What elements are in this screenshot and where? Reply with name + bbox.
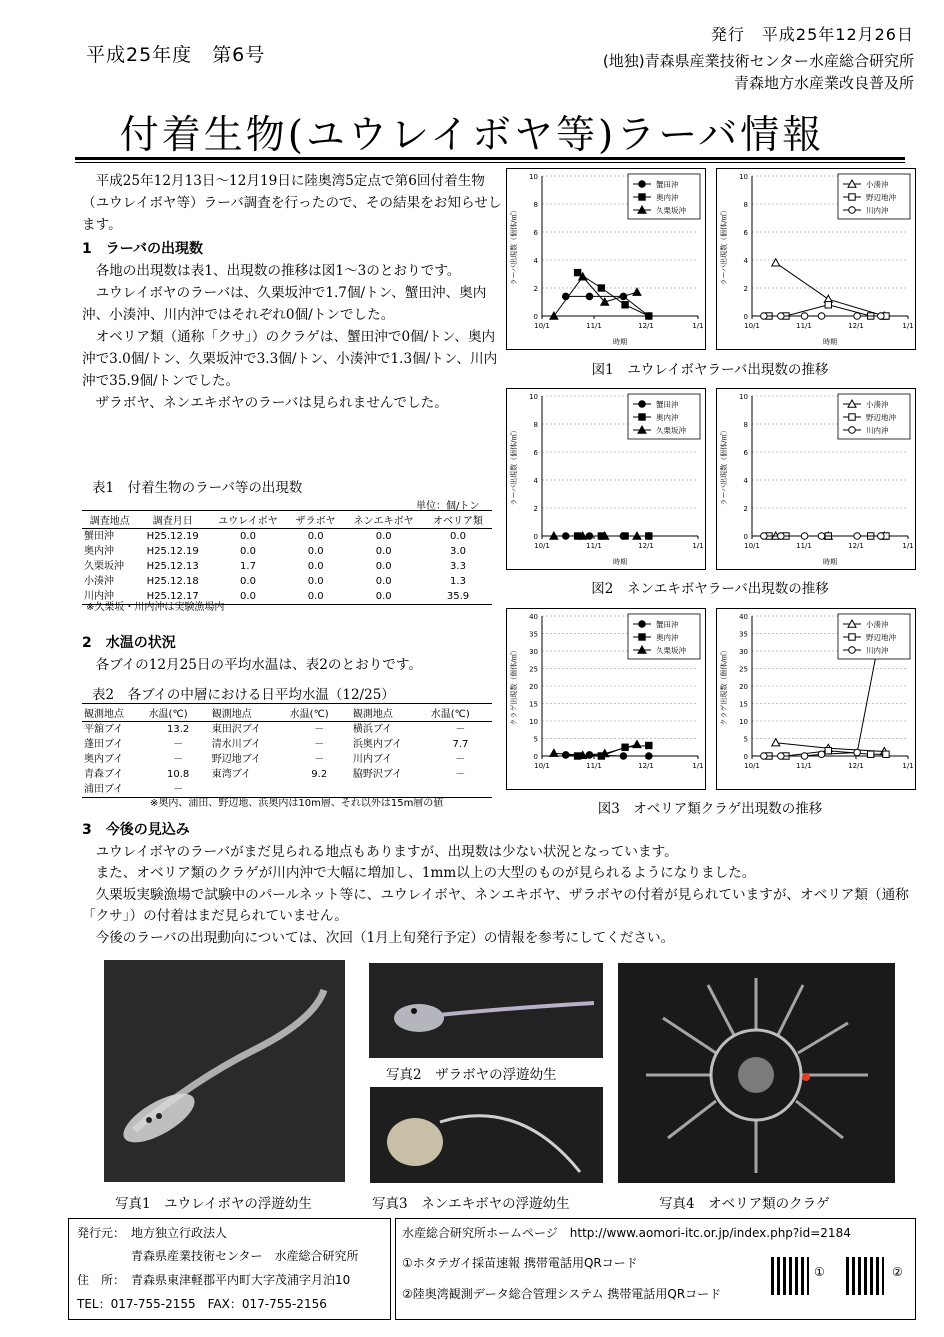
data-point	[778, 533, 785, 540]
y-tick-label: 8	[743, 421, 748, 429]
data-point	[818, 313, 825, 320]
data-point	[646, 313, 652, 319]
table-cell: 9.2	[311, 769, 328, 780]
y-tick-label: 4	[743, 477, 748, 485]
table1-header: ザラボヤ	[288, 511, 343, 529]
table-cell: 川内ブイ	[352, 754, 392, 765]
x-tick-label: 12/1	[848, 322, 864, 330]
section3-p1: ユウレイボヤのラーバがまだ見られる地点もありますが、出現数は少ない状況となっています。	[95, 843, 678, 860]
data-point	[761, 753, 768, 760]
y-tick-label: 2	[533, 285, 538, 293]
homepage-link[interactable]: 水産総合研究所ホームページ http://www.aomori-itc.or.jp/index.php?id=2184	[402, 1226, 851, 1240]
legend-marker	[639, 634, 645, 640]
x-tick-label: 10/1	[534, 542, 550, 550]
table-cell: －	[455, 754, 466, 765]
x-axis-label: 時期	[823, 338, 837, 346]
y-tick-label: 2	[533, 505, 538, 513]
legend-marker	[639, 621, 646, 628]
data-point	[854, 533, 861, 540]
data-point	[574, 269, 580, 275]
qr-code-2[interactable]	[846, 1257, 884, 1295]
x-tick-label: 10/1	[744, 762, 760, 770]
footer-links-box	[395, 1218, 916, 1320]
legend-marker	[849, 194, 855, 200]
table-cell: 35.9	[424, 589, 492, 605]
photo2-caption: 写真2 ザラボヤの浮遊幼生	[386, 1067, 557, 1083]
section2-p1: 各ブイの12月25日の平均水温は、表2のとおりです。	[95, 657, 422, 673]
photo3-caption: 写真3 ネンエキボヤの浮遊幼生	[372, 1196, 570, 1212]
data-point	[562, 752, 569, 759]
table-cell: 奥内ブイ	[84, 754, 124, 765]
table-cell: 0.0	[343, 589, 424, 605]
y-tick-label: 15	[529, 700, 538, 709]
data-point	[801, 533, 808, 540]
legend-marker	[849, 207, 856, 214]
table-cell: H25.12.18	[146, 576, 199, 587]
table-cell: －	[173, 754, 184, 765]
table-cell: 0.0	[307, 576, 324, 587]
data-point	[646, 742, 652, 748]
table-cell: 0.0	[307, 546, 324, 557]
table-cell: 東田沢ブイ	[211, 724, 261, 735]
section1-p4: ザラボヤ、ネンエキボヤのラーバは見られませんでした。	[95, 395, 448, 411]
chart-3	[506, 388, 706, 574]
title-rule-thin	[75, 162, 905, 163]
table-cell: 3.3	[450, 561, 466, 572]
table-cell: 0.0	[208, 589, 288, 605]
ascidian-larva-illustration	[104, 960, 345, 1182]
table-cell: －	[314, 739, 325, 750]
table2-caption: 表2 各ブイの中層における日平均水温（12/25）	[92, 687, 395, 703]
legend-marker	[639, 401, 646, 408]
intro-paragraph: 平成25年12月13日～12月19日に陸奥湾5定点で第6回付着生物（ユウレイボヤ等）ラーバ調査を行ったので、その結果をお知らせします。	[82, 173, 502, 233]
table-cell: 0.0	[307, 561, 324, 572]
y-tick-label: 35	[529, 630, 538, 639]
data-point	[818, 533, 825, 540]
data-point	[818, 751, 825, 758]
legend-marker	[639, 194, 645, 200]
table-cell: 浜奥内ブイ	[352, 739, 402, 750]
title-rule	[75, 157, 905, 160]
table-cell: 青森ブイ	[84, 769, 124, 780]
qr1-marker: ①	[814, 1265, 825, 1279]
x-tick-label: 10/1	[534, 762, 550, 770]
y-axis-label: ラーバ出現数（個体/㎥）	[510, 206, 518, 286]
y-tick-label: 4	[743, 257, 748, 265]
y-tick-label: 2	[743, 285, 748, 293]
y-tick-label: 8	[743, 201, 748, 209]
data-point	[854, 749, 861, 756]
table-cell: 0.0	[375, 576, 392, 587]
y-axis-label: ラーバ出現数（個体/㎥）	[720, 426, 728, 506]
x-tick-label: 11/1	[586, 542, 602, 550]
y-tick-label: 35	[739, 630, 748, 639]
y-tick-label: 20	[739, 683, 748, 691]
x-tick-label: 12/1	[848, 762, 864, 770]
section3	[82, 820, 912, 949]
section3-p2: また、オベリア類のクラゲが川内沖で大幅に増加し、1mm以上の大型のものが見られるようになりました。	[95, 865, 756, 881]
data-point	[867, 751, 873, 757]
table2-header: 水温(℃)	[147, 704, 210, 722]
nenekiboya-larva-illustration	[370, 1087, 603, 1183]
table-cell: －	[147, 782, 210, 798]
x-tick-label: 1/1	[692, 322, 704, 330]
table1-header: オベリア類	[424, 511, 492, 529]
table-cell: 小湊沖	[84, 576, 114, 587]
table-cell: 横浜ブイ	[352, 724, 392, 735]
figure1-caption: 図1 ユウレイボヤラーバ出現数の推移	[591, 362, 829, 378]
data-point	[646, 753, 653, 760]
legend-marker	[849, 634, 855, 640]
legend-label: 久栗坂沖	[656, 426, 686, 435]
table1	[82, 510, 492, 605]
intro-section	[82, 170, 507, 414]
y-tick-label: 10	[739, 173, 748, 181]
table-cell: －	[455, 769, 466, 780]
footer-publisher-box	[68, 1218, 391, 1320]
section3-p3: 久栗坂実験漁場で試験中のパールネット等に、ユウレイボヤ、ネンエキボヤ、ザラボヤの付着が見られていますが、オベリア類（通称「クサ」）の付着はまだ見られていません。	[82, 886, 909, 924]
table-cell: 0.0	[240, 576, 256, 587]
table-cell: 10.8	[167, 769, 190, 780]
publisher-line2: 青森県産業技術センター 水産総合研究所	[131, 1249, 359, 1263]
table2	[82, 703, 492, 798]
x-tick-label: 10/1	[744, 322, 760, 330]
legend-label: 奥内沖	[656, 413, 679, 422]
figure3-caption: 図3 オベリア類クラゲ出現数の推移	[597, 801, 823, 817]
y-tick-label: 30	[739, 648, 748, 656]
legend-marker	[849, 427, 856, 434]
y-tick-label: 10	[529, 393, 538, 401]
photo4-caption: 写真4 オベリア類のクラゲ	[659, 1196, 830, 1212]
table-cell: H25.12.19	[146, 531, 199, 542]
data-point	[883, 751, 889, 757]
table1-header: 調査月日	[137, 511, 208, 529]
section1-p2: ユウレイボヤのラーバは、久栗坂沖で1.7個/トン、蟹田沖、奥内沖、小湊沖、川内沖ではそれぞれ0個/トンでした。	[82, 285, 487, 323]
table-row	[82, 529, 492, 545]
data-point	[761, 533, 768, 540]
table2-header: 水温(℃)	[288, 704, 351, 722]
table-cell: 野辺地ブイ	[211, 754, 261, 765]
table-row	[82, 752, 492, 767]
y-tick-label: 6	[533, 229, 538, 237]
x-tick-label: 1/1	[692, 762, 704, 770]
phone-fax: TEL：017-755-2155 FAX：017-755-2156	[77, 1297, 327, 1311]
photo3-image	[370, 1087, 603, 1183]
legend-label: 久栗坂沖	[656, 646, 686, 655]
data-point	[801, 313, 808, 320]
y-tick-label: 6	[533, 449, 538, 457]
legend-label: 野辺地沖	[866, 413, 896, 422]
section2-heading: 2 水温の状況	[82, 635, 176, 651]
photo4-image	[618, 963, 895, 1183]
y-tick-label: 20	[529, 683, 538, 691]
y-tick-label: 6	[743, 449, 748, 457]
issue-number: 平成25年度 第6号	[86, 44, 266, 66]
y-tick-label: 0	[743, 313, 748, 321]
table-cell: 清水川ブイ	[211, 739, 261, 750]
photo2-image	[369, 963, 603, 1058]
data-point	[622, 302, 628, 308]
legend-marker	[849, 647, 856, 654]
table-cell: 0.0	[240, 531, 256, 542]
x-tick-label: 12/1	[638, 542, 654, 550]
page-title: 付着生物(ユウレイボヤ等)ラーバ情報	[119, 113, 825, 158]
data-point	[854, 313, 861, 320]
table1-header: 調査地点	[82, 511, 137, 529]
table1-unit: 単位：個/トン	[416, 501, 480, 512]
y-axis-label: ラーバ出現数（個体/㎥）	[720, 206, 728, 286]
qr1-label: ①ホタテガイ採苗速報 携帯電話用QRコード	[402, 1256, 638, 1270]
data-point	[778, 753, 785, 760]
photo1-image	[104, 960, 345, 1182]
table1-note: ※久栗坂・川内沖は実験漁場内	[86, 602, 225, 613]
table2-header: 観測地点	[351, 704, 429, 722]
table-cell: 平舘ブイ	[84, 724, 124, 735]
table2-header: 観測地点	[82, 704, 147, 722]
data-point	[778, 313, 785, 320]
qr2-label: ②陸奥湾観測データ総合管理システム 携帯電話用QRコード	[402, 1287, 722, 1301]
data-point	[878, 313, 885, 320]
x-tick-label: 1/1	[902, 762, 914, 770]
legend-label: 川内沖	[866, 646, 889, 655]
obelia-medusa-illustration	[618, 963, 895, 1183]
x-tick-label: 11/1	[586, 322, 602, 330]
table-cell: 1.3	[450, 576, 466, 587]
legend-label: 蟹田沖	[656, 400, 679, 409]
y-tick-label: 10	[739, 393, 748, 401]
y-tick-label: 4	[533, 477, 538, 485]
legend-label: 野辺地沖	[866, 193, 896, 202]
data-point	[878, 533, 885, 540]
legend-marker	[639, 414, 645, 420]
x-tick-label: 11/1	[796, 762, 812, 770]
legend-marker	[639, 181, 646, 188]
y-tick-label: 0	[533, 753, 538, 761]
x-axis-label: 時期	[823, 558, 837, 566]
y-tick-label: 8	[533, 421, 538, 429]
address: 青森県東津軽郡平内町大字茂浦字月泊10	[131, 1273, 351, 1287]
chart-1	[506, 168, 706, 354]
section1-p3: オベリア類（通称「クサ」）のクラゲは、蟹田沖で0個/トン、奥内沖で3.0個/トン、久栗坂沖で3.3個/トン、小湊沖で1.3個/トン、川内沖で35.9個/トンでした。	[82, 329, 498, 389]
data-point	[825, 302, 831, 308]
legend-label: 奥内沖	[656, 633, 679, 642]
chart-svg-1	[506, 168, 706, 350]
table-cell: 蟹田沖	[84, 531, 114, 542]
table-cell: 奥内沖	[84, 546, 114, 557]
table-row	[82, 767, 492, 782]
x-tick-label: 12/1	[638, 322, 654, 330]
data-point	[620, 753, 627, 760]
data-point	[586, 293, 593, 300]
section1-p1: 各地の出現数は表1、出現数の推移は図1～3のとおりです。	[95, 263, 461, 279]
section3-p4: 今後のラーバの出現動向については、次回（1月上旬発行予定）の情報を参考にしてください。	[95, 929, 675, 946]
y-axis-label: ラーバ出現数（個体/㎥）	[510, 426, 518, 506]
table1-header-row	[82, 511, 492, 529]
table-cell: 1.7	[240, 561, 256, 572]
table-cell: 0.0	[288, 589, 343, 605]
table-cell: 蓬田ブイ	[84, 739, 124, 750]
x-tick-label: 12/1	[638, 762, 654, 770]
table-cell: 0.0	[450, 531, 466, 542]
legend-label: 野辺地沖	[866, 633, 896, 642]
x-tick-label: 11/1	[796, 542, 812, 550]
chart-svg-6	[716, 608, 916, 790]
table-cell: 0.0	[375, 546, 392, 557]
table-cell: 東湾ブイ	[211, 769, 251, 780]
organization-primary: (地独)青森県産業技術センター水産総合研究所	[602, 52, 914, 70]
table-cell: 0.0	[375, 561, 392, 572]
table-cell: H25.12.17	[137, 589, 208, 605]
y-tick-label: 5	[533, 735, 538, 744]
y-tick-label: 40	[529, 613, 538, 621]
organization-secondary: 青森地方水産業改良普及所	[733, 74, 914, 92]
y-tick-label: 5	[743, 735, 748, 744]
data-point	[801, 753, 808, 760]
section2	[82, 632, 507, 676]
chart-2	[716, 168, 916, 354]
y-tick-label: 10	[529, 173, 538, 181]
legend-label: 蟹田沖	[656, 620, 679, 629]
publisher-label: 発行元：	[77, 1226, 126, 1240]
chart-6	[716, 608, 916, 794]
table-cell: 脇野沢ブイ	[352, 769, 402, 780]
table-cell: H25.12.13	[146, 561, 199, 572]
table-cell: 0.0	[307, 531, 324, 542]
y-tick-label: 0	[533, 533, 538, 541]
table-cell: 13.2	[167, 724, 190, 735]
legend-label: 川内沖	[866, 206, 889, 215]
y-tick-label: 8	[533, 201, 538, 209]
table1-header: ユウレイボヤ	[208, 511, 288, 529]
table-row	[82, 559, 492, 574]
table-cell: －	[314, 754, 325, 765]
x-tick-label: 10/1	[534, 322, 550, 330]
x-axis-label: 時期	[613, 338, 627, 346]
legend-label: 小湊沖	[866, 180, 889, 189]
table-cell: 0.0	[240, 546, 256, 557]
y-tick-label: 10	[529, 718, 538, 726]
y-tick-label: 0	[743, 533, 748, 541]
table-cell: 7.7	[452, 739, 469, 750]
y-tick-label: 40	[739, 613, 748, 621]
table-row	[82, 737, 492, 752]
publish-date: 発行 平成25年12月26日	[710, 25, 914, 44]
legend-label: 蟹田沖	[656, 180, 679, 189]
table-cell: 3.0	[450, 546, 466, 557]
y-tick-label: 4	[533, 257, 538, 265]
y-tick-label: 10	[739, 718, 748, 726]
legend-label: 小湊沖	[866, 400, 889, 409]
table2-header: 水温(℃)	[429, 704, 492, 722]
y-tick-label: 0	[533, 313, 538, 321]
section3-heading: 3 今後の見込み	[82, 822, 190, 838]
x-tick-label: 10/1	[744, 542, 760, 550]
y-tick-label: 0	[743, 753, 748, 761]
table-row	[82, 722, 492, 738]
y-tick-label: 25	[529, 665, 538, 674]
table-cell: －	[314, 724, 325, 735]
address-label: 住 所：	[77, 1273, 126, 1287]
table-cell: －	[455, 724, 466, 735]
x-tick-label: 11/1	[796, 322, 812, 330]
table1-caption: 表1 付着生物のラーバ等の出現数	[92, 480, 303, 496]
data-point	[646, 533, 652, 539]
zaraboya-larva-illustration	[369, 963, 603, 1058]
data-point	[825, 748, 831, 754]
chart-5	[506, 608, 706, 794]
chart-4	[716, 388, 916, 574]
legend-label: 川内沖	[866, 426, 889, 435]
y-tick-label: 30	[529, 648, 538, 656]
y-tick-label: 2	[743, 505, 748, 513]
section1-heading: 1 ラーバの出現数	[82, 241, 204, 257]
data-point	[598, 285, 604, 291]
legend-label: 奥内沖	[656, 193, 679, 202]
x-tick-label: 1/1	[902, 542, 914, 550]
chart-svg-2	[716, 168, 916, 350]
x-tick-label: 12/1	[848, 542, 864, 550]
table-row	[82, 544, 492, 559]
qr2-marker: ②	[892, 1265, 903, 1279]
table2-note: ※奥内、浦田、野辺地、浜奥内は10m層、それ以外は15m層の値	[150, 798, 444, 809]
table2-header-row	[82, 704, 492, 722]
y-axis-label: クラゲ出現数（個体/㎥）	[720, 646, 728, 726]
figure2-caption: 図2 ネンエキボヤラーバ出現数の推移	[591, 581, 829, 597]
table1-header: ネンエキボヤ	[343, 511, 424, 529]
table-cell: 川内沖	[82, 589, 137, 605]
table-row	[82, 574, 492, 589]
y-tick-label: 25	[739, 665, 748, 674]
legend-marker	[849, 414, 855, 420]
table-cell: 浦田ブイ	[82, 782, 147, 798]
table-cell: 久栗坂沖	[84, 561, 124, 572]
table-cell: H25.12.19	[146, 546, 199, 557]
x-tick-label: 1/1	[902, 322, 914, 330]
chart-svg-4	[716, 388, 916, 570]
data-point	[761, 313, 768, 320]
chart-svg-5	[506, 608, 706, 790]
x-tick-label: 11/1	[586, 762, 602, 770]
table-cell: 0.0	[375, 531, 392, 542]
photo1-caption: 写真1 ユウレイボヤの浮遊幼生	[115, 1196, 312, 1212]
y-axis-label: クラゲ出現数（個体/㎥）	[510, 646, 518, 726]
y-tick-label: 6	[743, 229, 748, 237]
legend-label: 小湊沖	[866, 620, 889, 629]
y-tick-label: 15	[739, 700, 748, 709]
table-cell: －	[173, 739, 184, 750]
publisher-line1: 地方独立行政法人	[131, 1226, 228, 1240]
qr-code-1[interactable]	[771, 1257, 809, 1295]
chart-svg-3	[506, 388, 706, 570]
legend-label: 久栗坂沖	[656, 206, 686, 215]
x-axis-label: 時期	[613, 558, 627, 566]
table2-header: 観測地点	[210, 704, 288, 722]
x-tick-label: 1/1	[692, 542, 704, 550]
